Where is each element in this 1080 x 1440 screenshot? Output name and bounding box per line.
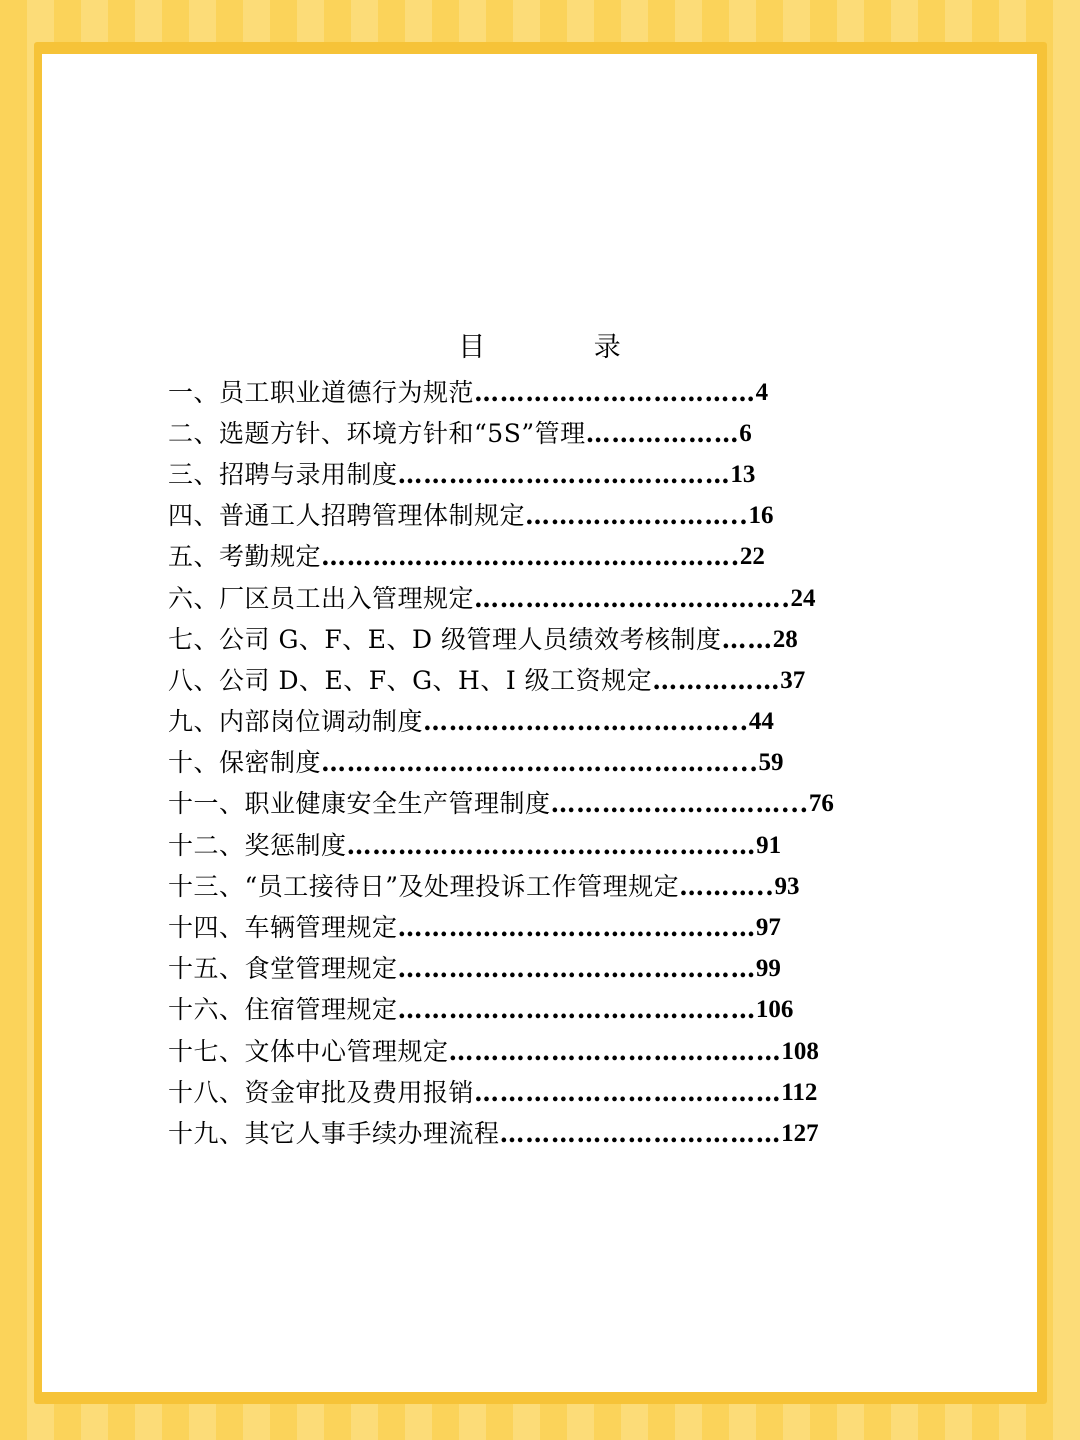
toc-entry-label: 十六、住宿管理规定 <box>168 995 398 1025</box>
toc-page-number: 108 <box>781 1037 819 1065</box>
toc-page-number: 4 <box>755 378 769 406</box>
toc-entry <box>168 1072 834 1113</box>
toc-page-number: 28 <box>772 625 798 653</box>
toc-entry <box>168 660 834 701</box>
toc-leader-dots: ………………………... <box>550 789 809 819</box>
toc-page-number: 24 <box>790 584 816 612</box>
toc-entry <box>168 413 834 454</box>
toc-leader-dots: ……………… <box>585 418 740 448</box>
toc-leader-dots: ………………………………. <box>474 583 791 613</box>
toc-list <box>168 372 834 1155</box>
toc-entry-label: 八、公司 D、E、F、G、H、I 级工资规定 <box>168 665 653 695</box>
toc-leader-dots: …………… <box>652 665 781 695</box>
toc-title: 目 录 <box>458 332 671 363</box>
toc-entry-label: 十一、职业健康安全生产管理制度 <box>168 789 551 819</box>
toc-leader-dots: …………………………………… <box>397 995 756 1025</box>
toc-entry-label: 六、厂区员工出入管理规定 <box>168 583 475 613</box>
toc-page-number: 13 <box>730 460 756 488</box>
toc-entry-label: 十三、“员工接待日”及处理投诉工作管理规定 <box>168 871 680 901</box>
toc-entry-label: 二、选题方针、环境方针和“5S”管理 <box>168 418 586 448</box>
toc-entry <box>168 537 834 578</box>
document-page <box>42 54 1037 1392</box>
toc-leader-dots: ………………………………… <box>448 1036 782 1066</box>
toc-entry-label: 十九、其它人事手续办理流程 <box>168 1118 500 1148</box>
toc-entry <box>168 372 834 413</box>
toc-entry <box>168 1031 834 1072</box>
toc-entry <box>168 1113 834 1154</box>
toc-page-number: 99 <box>755 955 781 983</box>
toc-entry-label: 十五、食堂管理规定 <box>168 954 398 984</box>
toc-page-number: 44 <box>748 708 774 736</box>
toc-page-number: 76 <box>808 790 834 818</box>
toc-entry <box>168 990 834 1031</box>
toc-page-number: 112 <box>781 1078 818 1106</box>
toc-page-number: 91 <box>756 831 782 859</box>
toc-leader-dots: ………………………………………… <box>346 830 757 860</box>
toc-page-number: 106 <box>755 996 794 1024</box>
toc-entry-label: 五、考勤规定 <box>168 542 322 572</box>
toc-entry-label: 四、普通工人招聘管理体制规定 <box>168 501 526 531</box>
toc-page-number: 16 <box>748 502 774 530</box>
toc-leader-dots: …………………………………………. <box>321 542 740 572</box>
toc-entry <box>168 825 834 866</box>
toc-leader-dots: …………………………………… <box>397 954 756 984</box>
toc-leader-dots: ……………………………… <box>474 1077 782 1107</box>
toc-leader-dots: …………………………… <box>499 1118 782 1148</box>
toc-entry <box>168 949 834 990</box>
toc-entry <box>168 702 834 743</box>
toc-page-number: 97 <box>755 914 781 942</box>
toc-entry <box>168 619 834 660</box>
toc-entry-label: 七、公司 G、F、E、D 级管理人员绩效考核制度 <box>168 624 722 654</box>
toc-page-number: 37 <box>780 666 806 694</box>
toc-entry <box>168 578 834 619</box>
toc-entry <box>168 784 834 825</box>
toc-entry <box>168 454 834 495</box>
toc-entry-label: 十七、文体中心管理规定 <box>168 1036 449 1066</box>
toc-entry <box>168 743 834 784</box>
toc-entry-label: 十、保密制度 <box>168 748 322 778</box>
toc-page-number: 6 <box>739 419 752 447</box>
toc-leader-dots: ……………………………….. <box>423 707 749 737</box>
toc-leader-dots: …………………………………… <box>397 913 756 943</box>
toc-entry <box>168 496 834 537</box>
toc-entry-label: 九、内部岗位调动制度 <box>168 707 424 737</box>
toc-page-number: 59 <box>758 749 784 777</box>
toc-entry-label: 十二、奖惩制度 <box>168 830 347 860</box>
toc-entry-label: 十八、资金审批及费用报销 <box>168 1077 475 1107</box>
toc-page-number: 22 <box>739 543 765 571</box>
toc-leader-dots: …………………….. <box>525 501 749 531</box>
toc-entry-label: 十四、车辆管理规定 <box>168 913 398 943</box>
toc-leader-dots: …………………………… <box>474 377 756 407</box>
toc-leader-dots: …… <box>721 624 773 654</box>
toc-entry <box>168 907 834 948</box>
toc-leader-dots: ………………………………… <box>397 459 731 489</box>
toc-page-number: 127 <box>781 1119 819 1147</box>
toc-entry <box>168 866 834 907</box>
toc-entry-label: 三、招聘与录用制度 <box>168 459 398 489</box>
toc-leader-dots: …………………………………………... <box>321 748 759 778</box>
toc-entry-label: 一、员工职业道德行为规范 <box>168 377 475 407</box>
toc-leader-dots: ……….. <box>679 871 775 901</box>
toc-page-number: 93 <box>774 872 800 900</box>
